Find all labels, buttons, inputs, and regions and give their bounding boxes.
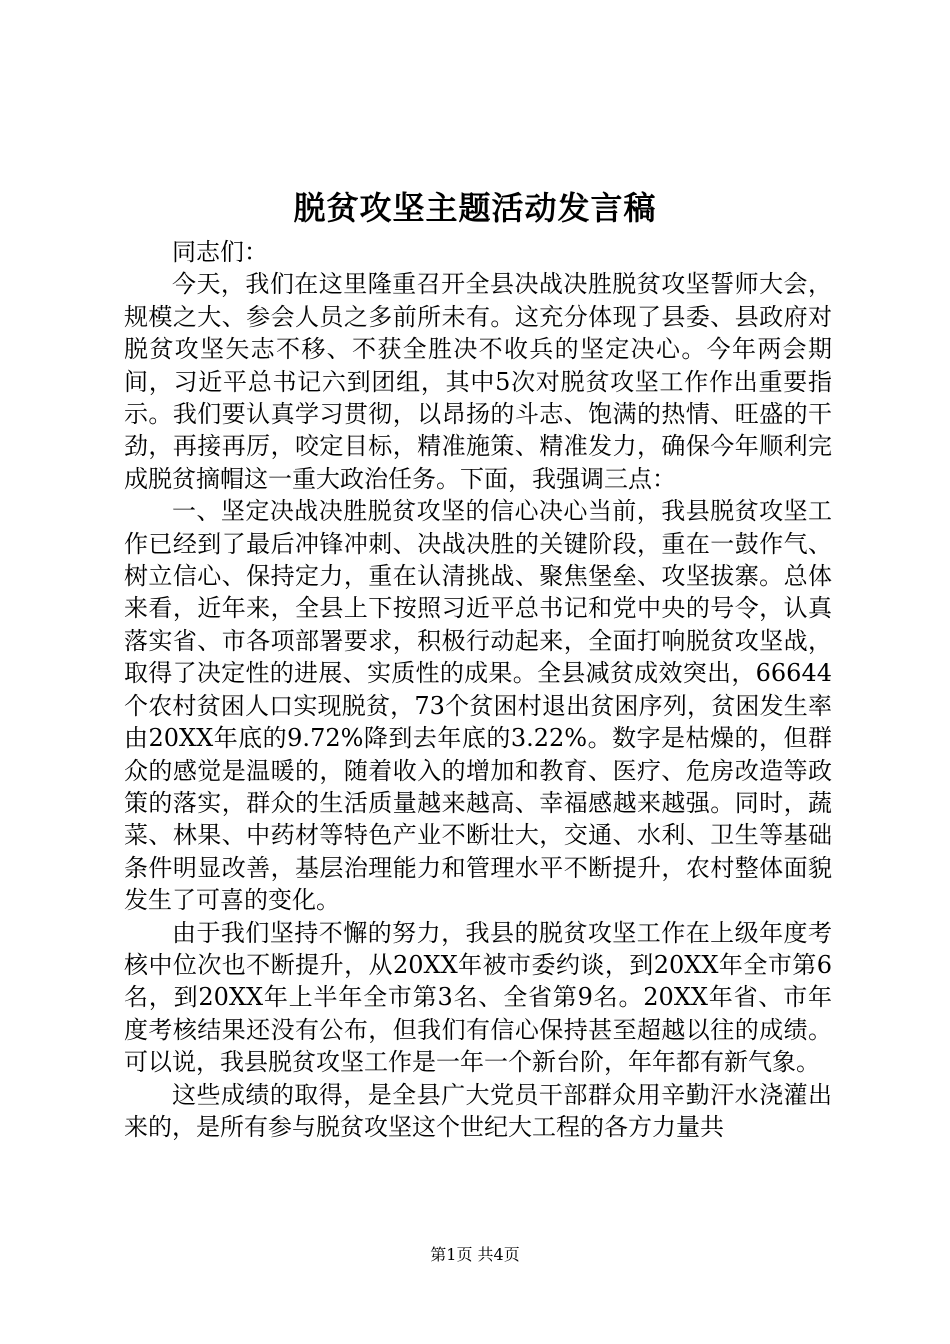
salutation-paragraph: 同志们： bbox=[172, 238, 268, 266]
document-title: 脱贫攻坚主题活动发言稿 bbox=[293, 189, 657, 227]
body-paragraph: 由于我们坚持不懈的努力，我县的脱贫攻坚工作在上级年度考核中位次也不断提升，从20XX年被市委约谈，到20XX年全市第6名，到20XX年上半年全市第3名、全省第9名。20XX年省、市年度考核结果还没有公布，但我们有信心保持甚至超越以往的成绩。可以说，我县脱贫攻坚工作是一年一个新台阶，年年都有新气象。 bbox=[124, 918, 832, 1077]
page-number-footer: 第1页 共4页 bbox=[430, 1245, 520, 1264]
document-body bbox=[124, 236, 832, 1143]
body-paragraph: 今天，我们在这里隆重召开全县决战决胜脱贫攻坚誓师大会，规模之大、参会人员之多前所未有。这充分体现了县委、县政府对脱贫攻坚矢志不移、不获全胜决不收兵的坚定决心。今年两会期间，习近平总书记六到团组，其中5次对脱贫攻坚工作作出重要指示。我们要认真学习贯彻，以昂扬的斗志、饱满的热情、旺盛的干劲，再接再厉，咬定目标，精准施策、精准发力，确保今年顺利完成脱贫摘帽这一重大政治任务。下面，我强调三点： bbox=[124, 270, 832, 493]
body-paragraph: 这些成绩的取得，是全县广大党员干部群众用辛勤汗水浇灌出来的，是所有参与脱贫攻坚这个世纪大工程的各方力量共 bbox=[124, 1080, 832, 1141]
body-paragraph: 一、坚定决战决胜脱贫攻坚的信心决心当前，我县脱贫攻坚工作已经到了最后冲锋冲刺、决战决胜的关键阶段，重在一鼓作气、树立信心、保持定力，重在认清挑战、聚焦堡垒、攻坚拔寨。总体来看，近年来，全县上下按照习近平总书记和党中央的号令，认真落实省、市各项部署要求，积极行动起来，全面打响脱贫攻坚战，取得了决定性的进展、实质性的成果。全县减贫成效突出，66644个农村贫困人口实现脱贫，73个贫困村退出贫困序列，贫困发生率由20XX年底的9.72%降到去年底的3.22%。数字是枯燥的，但群众的感觉是温暖的，随着收入的增加和教育、医疗、危房改造等政策的落实，群众的生活质量越来越高、幸福感越来越强。同时，蔬菜、林果、中药材等特色产业不断壮大，交通、水利、卫生等基础条件明显改善，基层治理能力和管理水平不断提升，农村整体面貌发生了可喜的变化。 bbox=[124, 497, 832, 915]
